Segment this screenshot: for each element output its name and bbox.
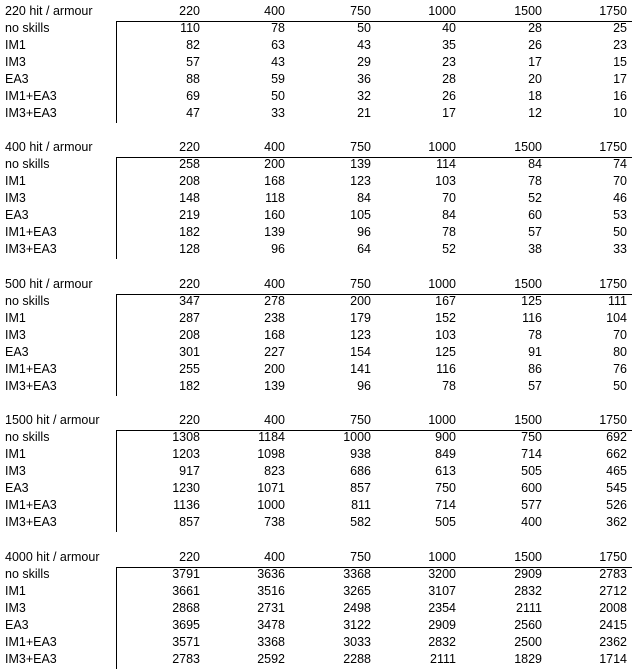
- table-cell: 347: [179, 294, 200, 308]
- table-cell: 28: [528, 21, 542, 35]
- table-cell: 50: [613, 379, 627, 393]
- table-cell: 362: [606, 515, 627, 529]
- table-cell: 811: [351, 498, 371, 512]
- table-cell: 3516: [257, 584, 285, 598]
- table-cell: 52: [442, 242, 456, 256]
- table-cell: 33: [271, 106, 285, 120]
- table-cell: 505: [435, 515, 456, 529]
- table-cell: 1184: [258, 430, 285, 444]
- table-cell: 662: [606, 447, 627, 461]
- table-cell: 26: [528, 38, 542, 52]
- table-cell: 2362: [599, 635, 627, 649]
- table-cell: 3478: [257, 618, 285, 632]
- table-title: 4000 hit / armour: [5, 550, 100, 564]
- row-label: IM3: [5, 328, 26, 342]
- column-header: 400: [264, 140, 285, 154]
- table-cell: 465: [606, 464, 627, 478]
- row-label: no skills: [5, 294, 50, 308]
- table-row: [0, 88, 632, 105]
- table-cell: 70: [613, 328, 627, 342]
- table-row: [0, 327, 632, 344]
- table-cell: 139: [264, 225, 285, 239]
- table-cell: 52: [528, 191, 542, 205]
- table-row: [0, 361, 632, 378]
- column-header: 1500: [514, 4, 542, 18]
- table-cell: 28: [442, 72, 456, 86]
- column-header: 400: [264, 277, 285, 291]
- table-cell: 123: [350, 328, 371, 342]
- table-cell: 1098: [257, 447, 285, 461]
- table-cell: 1829: [514, 652, 542, 666]
- table-cell: 116: [436, 362, 456, 376]
- table-title: 500 hit / armour: [5, 277, 93, 291]
- table-cell: 3122: [343, 618, 371, 632]
- table-row: [0, 20, 632, 37]
- table-cell: 104: [606, 311, 627, 325]
- row-label: no skills: [5, 430, 50, 444]
- row-label: EA3: [5, 618, 29, 632]
- table-cell: 1000: [343, 430, 371, 444]
- table-cell: 3107: [428, 584, 456, 598]
- table-cell: 200: [264, 362, 285, 376]
- table-cell: 823: [264, 464, 285, 478]
- table-cell: 78: [271, 21, 285, 35]
- table-cell: 148: [179, 191, 200, 205]
- table-row: [0, 600, 632, 617]
- column-header: 1500: [514, 140, 542, 154]
- table-cell: 63: [271, 38, 285, 52]
- table-cell: 18: [528, 89, 542, 103]
- table-cell: 258: [179, 157, 200, 171]
- table-cell: 78: [528, 328, 542, 342]
- row-label: IM3+EA3: [5, 652, 57, 666]
- column-header: 220: [179, 413, 200, 427]
- table-cell: 36: [357, 72, 371, 86]
- table-cell: 53: [613, 208, 627, 222]
- row-label: EA3: [5, 345, 29, 359]
- table-cell: 110: [180, 21, 200, 35]
- table-cell: 255: [179, 362, 200, 376]
- table-cell: 76: [613, 362, 627, 376]
- table-cell: 750: [435, 481, 456, 495]
- table-cell: 577: [521, 498, 542, 512]
- table-cell: 88: [186, 72, 200, 86]
- row-label: IM1: [5, 447, 26, 461]
- row-label: IM1+EA3: [5, 498, 57, 512]
- table-cell: 1071: [257, 481, 285, 495]
- column-header: 1750: [599, 4, 627, 18]
- table-cell: 2832: [428, 635, 456, 649]
- table-cell: 2832: [514, 584, 542, 598]
- table-cell: 2909: [428, 618, 456, 632]
- table-cell: 103: [435, 174, 456, 188]
- table-header-row: [0, 3, 632, 20]
- column-header: 1500: [514, 550, 542, 564]
- row-label: IM1+EA3: [5, 362, 57, 376]
- table-row: [0, 37, 632, 54]
- row-label: IM3+EA3: [5, 242, 57, 256]
- table-cell: 33: [613, 242, 627, 256]
- table-cell: 227: [264, 345, 285, 359]
- table-header-row: [0, 549, 632, 566]
- table-row: [0, 173, 632, 190]
- table-cell: 3368: [257, 635, 285, 649]
- table-cell: 78: [442, 225, 456, 239]
- table-row: [0, 344, 632, 361]
- row-label: IM3+EA3: [5, 379, 57, 393]
- table-cell: 74: [613, 157, 627, 171]
- row-label: IM1: [5, 311, 26, 325]
- column-header: 1000: [428, 413, 456, 427]
- table-cell: 91: [528, 345, 542, 359]
- table-cell: 105: [350, 208, 371, 222]
- table-cell: 111: [607, 294, 627, 308]
- row-label: IM1+EA3: [5, 89, 57, 103]
- table-cell: 17: [528, 55, 542, 69]
- table-cell: 80: [613, 345, 627, 359]
- column-header: 1000: [428, 277, 456, 291]
- table-cell: 2560: [514, 618, 542, 632]
- table-cell: 3695: [172, 618, 200, 632]
- table-cell: 526: [606, 498, 627, 512]
- table-row: [0, 583, 632, 600]
- table-cell: 200: [350, 294, 371, 308]
- table-cell: 46: [613, 191, 627, 205]
- table-cell: 2288: [343, 652, 371, 666]
- table-cell: 96: [357, 379, 371, 393]
- table-cell: 200: [264, 157, 285, 171]
- table-cell: 139: [264, 379, 285, 393]
- table-cell: 3033: [343, 635, 371, 649]
- table-cell: 96: [271, 242, 285, 256]
- table-cell: 686: [350, 464, 371, 478]
- table-cell: 82: [186, 38, 200, 52]
- table-cell: 692: [606, 430, 627, 444]
- table-row: [0, 617, 632, 634]
- table-cell: 70: [613, 174, 627, 188]
- table-cell: 96: [357, 225, 371, 239]
- table-header-row: [0, 412, 632, 429]
- table-cell: 103: [435, 328, 456, 342]
- table-cell: 750: [521, 430, 542, 444]
- table-cell: 3265: [343, 584, 371, 598]
- table-row: [0, 190, 632, 207]
- table-cell: 3571: [172, 635, 200, 649]
- table-cell: 3791: [172, 567, 200, 581]
- table-cell: 2354: [428, 601, 456, 615]
- table-cell: 2592: [257, 652, 285, 666]
- row-label: IM3+EA3: [5, 515, 57, 529]
- row-label: IM1+EA3: [5, 635, 57, 649]
- table-cell: 86: [528, 362, 542, 376]
- table-row: [0, 566, 632, 583]
- column-header: 1750: [599, 140, 627, 154]
- table-cell: 1230: [172, 481, 200, 495]
- table-cell: 168: [264, 328, 285, 342]
- table-row: [0, 378, 632, 395]
- table-cell: 23: [613, 38, 627, 52]
- table-cell: 116: [522, 311, 542, 325]
- row-label: IM1: [5, 174, 26, 188]
- column-header: 220: [179, 277, 200, 291]
- table-cell: 1136: [173, 498, 200, 512]
- table-row: [0, 446, 632, 463]
- row-label: IM3: [5, 464, 26, 478]
- table-cell: 125: [521, 294, 542, 308]
- table-cell: 238: [264, 311, 285, 325]
- column-header: 750: [350, 140, 371, 154]
- column-header: 220: [179, 550, 200, 564]
- table-row: [0, 514, 632, 531]
- table-cell: 60: [528, 208, 542, 222]
- column-header: 1500: [514, 413, 542, 427]
- row-label: IM1+EA3: [5, 225, 57, 239]
- table-cell: 123: [350, 174, 371, 188]
- table-cell: 43: [357, 38, 371, 52]
- table-cell: 545: [606, 481, 627, 495]
- table-cell: 70: [442, 191, 456, 205]
- column-header: 750: [350, 4, 371, 18]
- table-cell: 168: [264, 174, 285, 188]
- table-cell: 2008: [599, 601, 627, 615]
- table-cell: 208: [179, 174, 200, 188]
- table-cell: 128: [179, 242, 200, 256]
- table-row: [0, 634, 632, 651]
- table-title: 400 hit / armour: [5, 140, 93, 154]
- table-cell: 32: [357, 89, 371, 103]
- table-cell: 16: [613, 89, 627, 103]
- table-cell: 20: [528, 72, 542, 86]
- row-label: no skills: [5, 157, 50, 171]
- table-title: 1500 hit / armour: [5, 413, 100, 427]
- table-cell: 78: [442, 379, 456, 393]
- table-cell: 857: [350, 481, 371, 495]
- table-cell: 59: [271, 72, 285, 86]
- table-cell: 69: [186, 89, 200, 103]
- table-cell: 2731: [257, 601, 285, 615]
- table-cell: 1308: [172, 430, 200, 444]
- table-title: 220 hit / armour: [5, 4, 93, 18]
- table-row: [0, 54, 632, 71]
- table-cell: 160: [264, 208, 285, 222]
- table-cell: 50: [613, 225, 627, 239]
- table-cell: 50: [357, 21, 371, 35]
- table-cell: 714: [521, 447, 542, 461]
- table-cell: 3200: [428, 567, 456, 581]
- row-label: EA3: [5, 481, 29, 495]
- table-cell: 1000: [257, 498, 285, 512]
- table-cell: 505: [521, 464, 542, 478]
- table-cell: 43: [271, 55, 285, 69]
- table-cell: 57: [528, 379, 542, 393]
- table-cell: 2498: [343, 601, 371, 615]
- column-header: 1000: [428, 140, 456, 154]
- column-header: 1000: [428, 550, 456, 564]
- table-cell: 84: [442, 208, 456, 222]
- table-cell: 278: [264, 294, 285, 308]
- table-cell: 1203: [172, 447, 200, 461]
- table-cell: 2909: [514, 567, 542, 581]
- table-row: [0, 71, 632, 88]
- table-cell: 857: [179, 515, 200, 529]
- table-cell: 2783: [172, 652, 200, 666]
- table-cell: 21: [357, 106, 371, 120]
- table-cell: 50: [271, 89, 285, 103]
- table-cell: 1714: [599, 652, 627, 666]
- table-cell: 47: [186, 106, 200, 120]
- table-cell: 10: [613, 106, 627, 120]
- column-header: 750: [350, 277, 371, 291]
- table-cell: 17: [442, 106, 456, 120]
- table-cell: 400: [521, 515, 542, 529]
- table-cell: 84: [528, 157, 542, 171]
- column-header: 750: [350, 413, 371, 427]
- table-cell: 84: [357, 191, 371, 205]
- row-label: IM1: [5, 584, 26, 598]
- table-cell: 600: [521, 481, 542, 495]
- table-cell: 3636: [257, 567, 285, 581]
- table-row: [0, 310, 632, 327]
- table-cell: 29: [357, 55, 371, 69]
- table-cell: 849: [435, 447, 456, 461]
- table-row: [0, 293, 632, 310]
- table-header-row: [0, 139, 632, 156]
- column-header: 1500: [514, 277, 542, 291]
- table-cell: 301: [179, 345, 200, 359]
- column-header: 400: [264, 4, 285, 18]
- row-label: IM1: [5, 38, 26, 52]
- table-cell: 3368: [343, 567, 371, 581]
- table-cell: 114: [436, 157, 456, 171]
- table-cell: 182: [179, 225, 200, 239]
- row-label: IM3+EA3: [5, 106, 57, 120]
- column-header: 1000: [428, 4, 456, 18]
- row-label: no skills: [5, 21, 50, 35]
- table-row: [0, 241, 632, 258]
- table-row: [0, 651, 632, 668]
- table-cell: 17: [613, 72, 627, 86]
- table-cell: 139: [350, 157, 371, 171]
- table-cell: 917: [179, 464, 200, 478]
- table-cell: 154: [350, 345, 371, 359]
- table-cell: 182: [179, 379, 200, 393]
- table-cell: 714: [435, 498, 456, 512]
- table-cell: 738: [264, 515, 285, 529]
- table-cell: 125: [435, 345, 456, 359]
- table-cell: 219: [179, 208, 200, 222]
- table-row: [0, 207, 632, 224]
- table-row: [0, 480, 632, 497]
- table-cell: 287: [179, 311, 200, 325]
- table-cell: 15: [613, 55, 627, 69]
- column-header: 1750: [599, 550, 627, 564]
- table-cell: 2712: [599, 584, 627, 598]
- table-cell: 613: [435, 464, 456, 478]
- table-cell: 118: [265, 191, 285, 205]
- table-row: [0, 497, 632, 514]
- table-cell: 12: [528, 106, 542, 120]
- table-cell: 2868: [172, 601, 200, 615]
- table-cell: 141: [350, 362, 371, 376]
- table-cell: 35: [442, 38, 456, 52]
- table-cell: 900: [435, 430, 456, 444]
- table-cell: 2783: [599, 567, 627, 581]
- column-header: 400: [264, 550, 285, 564]
- table-cell: 3661: [172, 584, 200, 598]
- table-row: [0, 429, 632, 446]
- table-cell: 78: [528, 174, 542, 188]
- row-label: EA3: [5, 72, 29, 86]
- column-header: 750: [350, 550, 371, 564]
- table-row: [0, 105, 632, 122]
- row-label: IM3: [5, 191, 26, 205]
- table-cell: 2500: [514, 635, 542, 649]
- table-cell: 25: [613, 21, 627, 35]
- table-cell: 38: [528, 242, 542, 256]
- table-cell: 57: [528, 225, 542, 239]
- row-label: IM3: [5, 55, 26, 69]
- column-header: 1750: [599, 277, 627, 291]
- table-cell: 938: [350, 447, 371, 461]
- row-label: no skills: [5, 567, 50, 581]
- column-header: 400: [264, 413, 285, 427]
- table-cell: 57: [186, 55, 200, 69]
- table-cell: 40: [442, 21, 456, 35]
- table-cell: 2415: [599, 618, 627, 632]
- table-cell: 152: [435, 311, 456, 325]
- row-label: EA3: [5, 208, 29, 222]
- table-row: [0, 463, 632, 480]
- column-header: 220: [179, 4, 200, 18]
- table-cell: 167: [435, 294, 456, 308]
- row-label: IM3: [5, 601, 26, 615]
- table-row: [0, 156, 632, 173]
- table-row: [0, 224, 632, 241]
- table-cell: 2111: [430, 652, 456, 666]
- table-cell: 64: [357, 242, 371, 256]
- column-header: 1750: [599, 413, 627, 427]
- table-cell: 582: [350, 515, 371, 529]
- table-cell: 208: [179, 328, 200, 342]
- table-cell: 2111: [516, 601, 542, 615]
- table-cell: 26: [442, 89, 456, 103]
- column-header: 220: [179, 140, 200, 154]
- table-cell: 179: [350, 311, 371, 325]
- table-header-row: [0, 276, 632, 293]
- table-cell: 23: [442, 55, 456, 69]
